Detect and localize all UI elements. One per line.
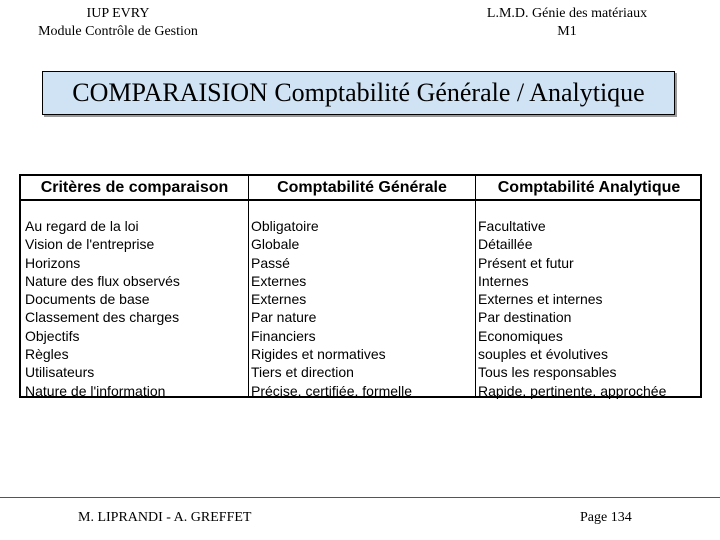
column-header-general: Comptabilité Générale xyxy=(277,179,447,196)
header-program: L.M.D. Génie des matériaux xyxy=(486,6,648,21)
header-institution: IUP EVRY xyxy=(86,6,150,21)
column-header-analytical: Comptabilité Analytique xyxy=(497,179,681,196)
analytical-cell: Détaillée xyxy=(478,236,533,253)
criteria-column xyxy=(25,217,180,400)
slide-title: COMPARAISION Comptabilité Générale / Analytique xyxy=(42,71,675,115)
analytical-cell: Tous les responsables xyxy=(478,364,617,381)
column-divider xyxy=(248,176,249,396)
analytical-column xyxy=(478,217,666,400)
header-divider xyxy=(21,199,700,201)
criterion-cell: Au regard de la loi xyxy=(25,218,139,234)
analytical-cell: Rapide, pertinente, approchée xyxy=(478,382,667,399)
analytical-cell: souples et évolutives xyxy=(478,346,608,363)
analytical-cell: Par destination xyxy=(478,309,572,326)
comparison-table xyxy=(19,174,702,398)
column-divider xyxy=(475,176,476,396)
general-cell: Par nature xyxy=(251,309,317,326)
analytical-cell: Internes xyxy=(478,272,529,289)
general-cell: Rigides et normatives xyxy=(251,346,386,363)
general-cell: Externes xyxy=(251,291,307,308)
analytical-cell: Economiques xyxy=(478,327,563,344)
general-cell: Précise, certifiée, formelle xyxy=(251,382,413,399)
analytical-cell: Facultative xyxy=(478,218,546,234)
criterion-cell: Classement des charges xyxy=(25,309,180,326)
criterion-cell: Documents de base xyxy=(25,291,150,308)
criterion-cell: Règles xyxy=(25,346,69,363)
general-cell: Passé xyxy=(251,254,290,271)
footer-rule xyxy=(0,497,720,498)
criterion-cell: Utilisateurs xyxy=(25,364,95,381)
general-cell: Tiers et direction xyxy=(251,364,354,381)
analytical-cell: Externes et internes xyxy=(478,291,603,308)
criterion-cell: Horizons xyxy=(25,254,81,271)
general-cell: Globale xyxy=(251,236,300,253)
header-module: Module Contrôle de Gestion xyxy=(38,24,198,39)
general-cell: Externes xyxy=(251,272,307,289)
general-cell: Obligatoire xyxy=(251,218,319,234)
page-number: Page 134 xyxy=(580,510,632,525)
footer-authors: M. LIPRANDI - A. GREFFET xyxy=(78,510,252,525)
header-left xyxy=(18,5,218,41)
criterion-cell: Objectifs xyxy=(25,327,80,344)
criterion-cell: Nature des flux observés xyxy=(25,272,180,289)
general-column xyxy=(251,217,412,400)
header-right xyxy=(462,5,672,41)
header-level: M1 xyxy=(557,24,577,39)
column-header-criteria: Critères de comparaison xyxy=(40,179,229,196)
criterion-cell: Vision de l'entreprise xyxy=(25,236,155,253)
general-cell: Financiers xyxy=(251,327,316,344)
criterion-cell: Nature de l'information xyxy=(25,382,166,399)
analytical-cell: Présent et futur xyxy=(478,254,574,271)
